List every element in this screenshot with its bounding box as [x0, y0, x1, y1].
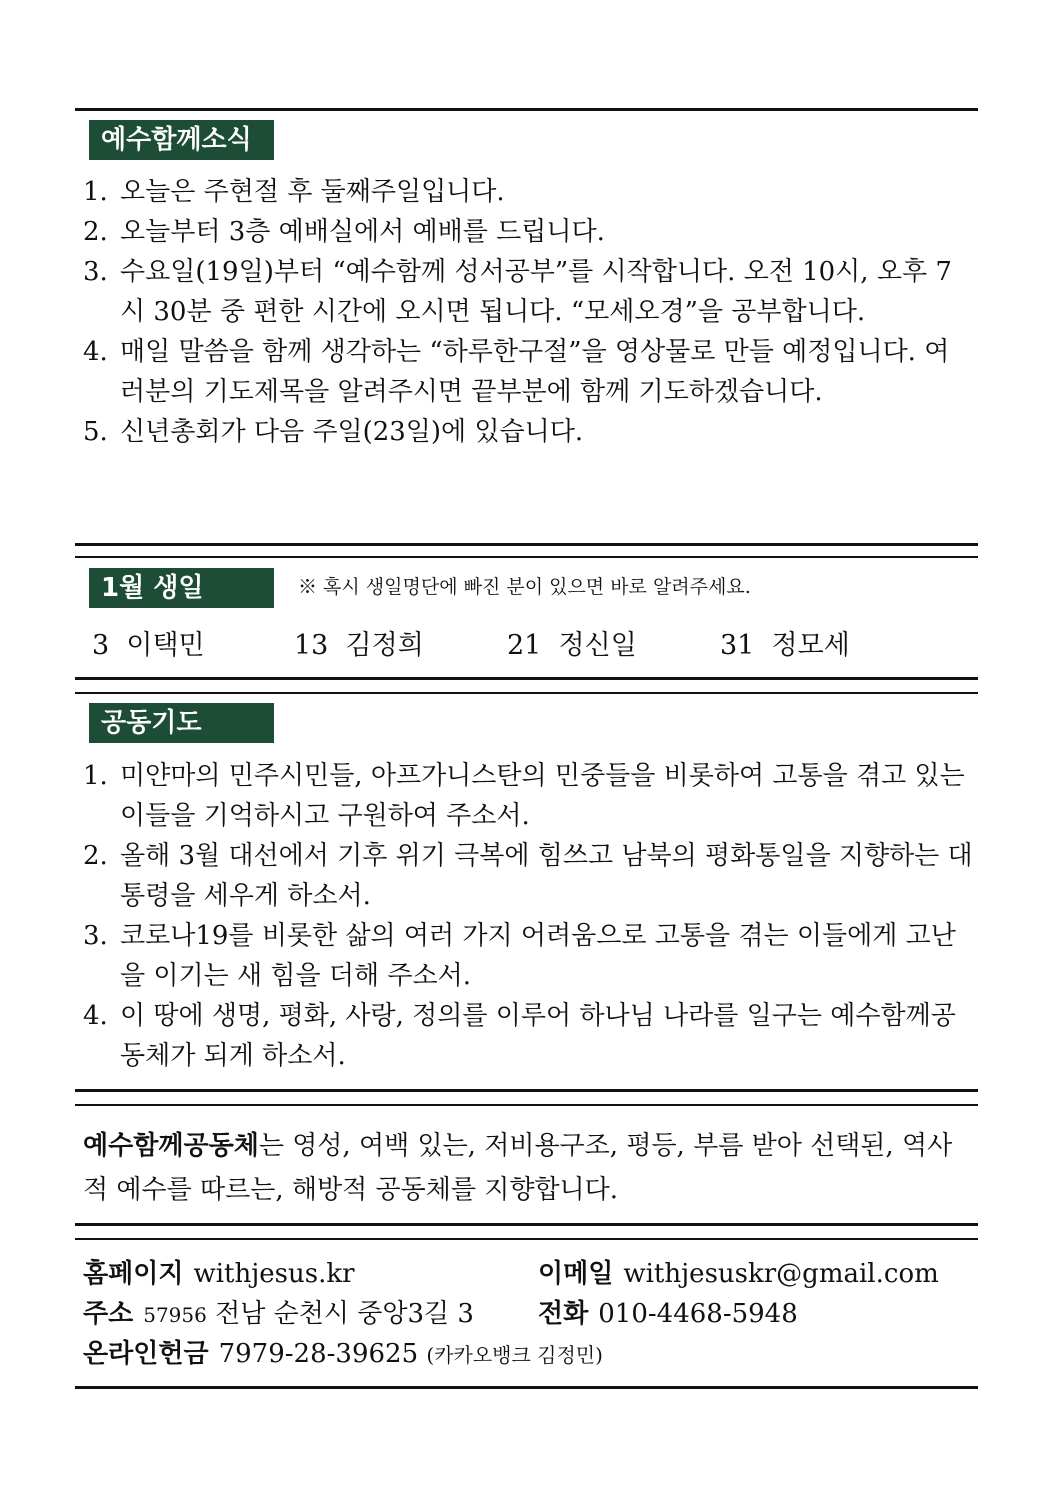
news-item: 1. 오늘은 주현절 후 둘째주일입니다. — [83, 177, 505, 207]
mission-rule-top — [75, 1089, 978, 1092]
news-item: 2. 오늘부터 3층 예배실에서 예배를 드립니다. — [83, 217, 605, 247]
mission-statement: 예수함께공동체는 영성, 여백 있는, 저비용구조, 평등, 부름 받아 선택된, 역사적 예수를 따르는, 해방적 공동체를 지향합니다. — [83, 1131, 953, 1205]
email-link[interactable]: withjesuskr@gmail.com — [623, 1259, 939, 1289]
birthday-entry: 31 정모세 — [720, 630, 850, 661]
bottom-rule — [75, 1386, 978, 1389]
news-item: 4. 매일 말씀을 함께 생각하는 “하루한구절”을 영상물로 만들 예정입니다. 여러분의 기도제목을 알려주시면 끝부분에 함께 기도하겠습니다. — [83, 337, 950, 407]
phone-line: 전화 010-4468-5948 — [538, 1299, 798, 1329]
birthday-note: ※ 혹시 생일명단에 빠진 분이 있으면 바로 알려주세요. — [298, 576, 751, 598]
news-item: 3. 수요일(19일)부터 “예수함께 성서공부”를 시작합니다. 오전 10시, 오후 7시 30분 중 편한 시간에 오시면 됩니다. “모세오경”을 공부합니다. — [83, 257, 952, 327]
prayer-item: 4. 이 땅에 생명, 평화, 사랑, 정의를 이루어 하나님 나라를 일구는 예수함께공동체가 되게 하소서. — [83, 1001, 956, 1071]
news-item: 5. 신년총회가 다음 주일(23일)에 있습니다. — [83, 417, 584, 447]
community-name: 예수함께공동체 — [83, 1131, 259, 1161]
birthday-entry: 3 이택민 — [92, 630, 205, 661]
prayer-list — [83, 756, 973, 1076]
email-line: 이메일 withjesuskr@gmail.com — [538, 1259, 939, 1289]
birthday-entry: 21 정신일 — [507, 630, 637, 661]
birthday-entry: 13 김정희 — [294, 630, 424, 661]
prayer-heading: 공동기도 — [89, 703, 274, 743]
birthday-rule-bottom-thin — [75, 692, 978, 694]
birthday-rule-top — [75, 543, 978, 546]
top-rule — [75, 108, 978, 111]
homepage-link[interactable]: withjesus.kr — [193, 1259, 355, 1289]
birthday-rule-bottom — [75, 677, 978, 680]
prayer-item: 3. 코로나19를 비롯한 삶의 여러 가지 어려움으로 고통을 겪는 이들에게 고난을 이기는 새 힘을 더해 주소서. — [83, 921, 956, 991]
mission-rule-bottom — [75, 1223, 978, 1226]
address-line: 주소 57956 전남 순천시 중앙3길 3 — [83, 1299, 474, 1329]
birthday-rule-top-thin — [75, 556, 978, 558]
news-list — [83, 172, 973, 452]
prayer-item: 1. 미얀마의 민주시민들, 아프가니스탄의 민중들을 비롯하여 고통을 겪고 있는 이들을 기억하시고 구원하여 주소서. — [83, 761, 965, 831]
news-heading: 예수함께소식 — [89, 120, 274, 160]
prayer-item: 2. 올해 3월 대선에서 기후 위기 극복에 힘쓰고 남북의 평화통일을 지향하는 대통령을 세우게 하소서. — [83, 841, 973, 911]
birthday-heading: 1월 생일 — [89, 568, 274, 608]
mission-rule-top-thin — [75, 1104, 978, 1106]
homepage-line: 홈페이지 withjesus.kr — [83, 1259, 355, 1289]
mission-rule-bottom-thin — [75, 1238, 978, 1240]
offering-line: 온라인헌금 7979-28-39625 (카카오뱅크 김정민) — [83, 1339, 603, 1369]
